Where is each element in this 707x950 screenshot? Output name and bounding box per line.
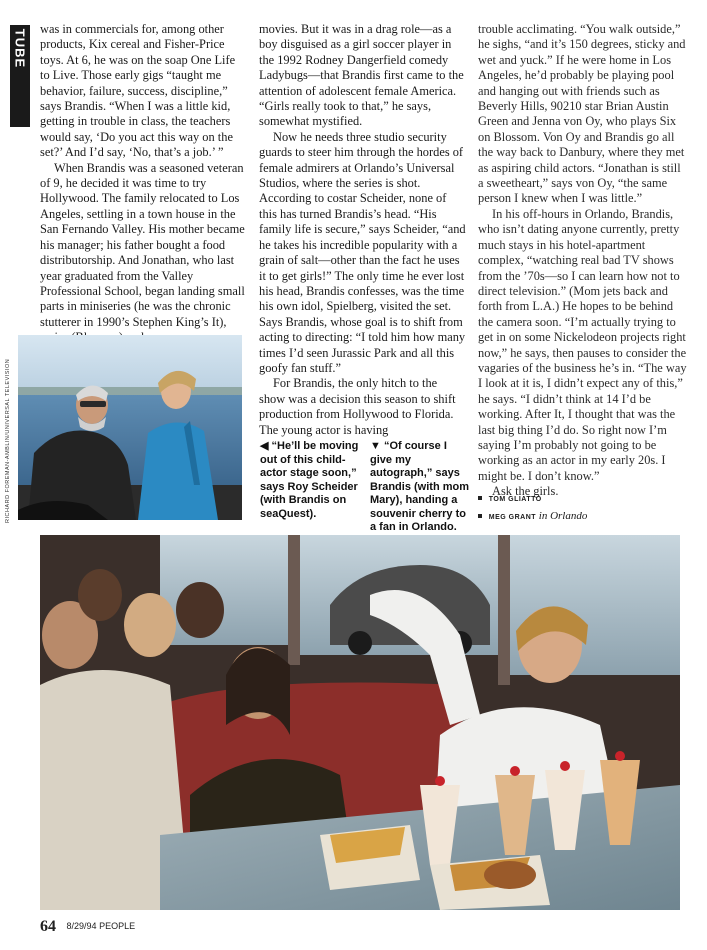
paragraph: In his off-hours in Orlando, Brandis, who isn’t dating anyone currently, pretty much stays in his hotel-apartment complex, “watching real bad TV shows from the ’70s—so I can learn how not to direct television.” (Mom jets back and forth from L.A.) He hopes to be behind the camera soon. “I’m actually trying to get in on some Nickelodeon projects right now,” he says, then pauses to consider the vagaries of the business he’s in. “The way I look at it is, I didn’t expect any of this,” he says. “I didn’t think at 14 I’d be working. After It, I thought that was the last big thing I’d do. So right now I’m saying I’m probably not going to be working as an actor in my early 20s. I might be. I don’t know.” bbox=[478, 206, 687, 483]
section-tab bbox=[10, 25, 30, 127]
byline-location: in Orlando bbox=[538, 510, 588, 522]
paragraph: movies. But it was in a drag role—as a boy disguised as a girl soccer player in the 1992 Rodney Dangerfield comedy Ladybugs—that Brandis first came to the attention of adolescent female America. “Girls really took to that,” he says, somewhat mystified. bbox=[259, 22, 464, 129]
caption-text: ◀ “He’ll be moving out of this child-actor stage soon,” says Roy Scheider (with Brandis on seaQuest). bbox=[260, 440, 359, 520]
photo-illustration bbox=[40, 535, 680, 910]
byline-2 bbox=[478, 508, 688, 526]
paragraph: trouble acclimating. “You walk outside,” he sighs, “and it’s 150 degrees, sticky and wet and yuck.” If he were home in Los Angeles, he’d probably be playing pool and hanging out with friends such as Beverly Hills, 90210 star Brian Austin Green and Jenna von Oy, who plays Six on Blossom. Von Oy and Brandis go all the way back to Danbury, where they met as aspiring child actors. “Jonathan is still a sweetheart,” says von Oy, “the same person I knew when I was little.” bbox=[478, 22, 686, 206]
paragraph: Ask the girls. bbox=[492, 484, 559, 499]
page-number: 64 bbox=[40, 918, 56, 935]
photo-credit-text: RICHARD FOREMAN-AMBLIN/UNIVERSAL TELEVISION bbox=[5, 358, 11, 523]
article-column-3 bbox=[478, 22, 688, 500]
byline-name: MEG GRANT bbox=[488, 514, 537, 521]
paragraph: was in commercials for, among other products, Kix cereal and Fisher-Price toys. At 6, he was on the soap One Life to Live. Those early gigs “taught me behavior, failure, success, discipline,” says Brandis. “When I was a little kid, getting in trouble in class, the teachers would say, ‘Do you act this way on the set?’ And I’d say, ‘No, that’s a job.’ ” bbox=[40, 22, 236, 160]
paragraph: Now he needs three studio security guards to steer him through the hordes of female admirers at Orlando’s Universal Studios, where the series is shot. According to costar Scheider, none of this has turned Brandis’s head. “His family life is secure,” says Scheider, “and he takes his incredible popularity with a grain of salt—other than the fact he uses it to get girls!” The only time he ever lost his head, Brandis confesses, was the time his own idol, Spielberg, visited the set. Says Brandis, whose goal is to shift from acting to directing: “I told him how many times I’d seen Jurassic Park and all this goofy fan stuff.” bbox=[259, 129, 466, 375]
caption-text: ▼ “Of course I give my autograph,” says Brandis (with mom Mary), handing a souvenir cherry to a fan in Orlando. bbox=[370, 440, 470, 533]
photo-illustration bbox=[18, 335, 242, 520]
byline-name: TOM GLIATTO bbox=[488, 496, 542, 503]
page-folio bbox=[40, 918, 135, 936]
issue-date: 8/29/94 bbox=[66, 921, 97, 931]
photo-credit bbox=[1, 335, 13, 525]
paragraph: For Brandis, the only hitch to the show was a decision this season to shift production from Hollywood to Florida. The young actor is having bbox=[259, 376, 456, 437]
paragraph: When Brandis was a seasoned veteran of 9, he decided it was time to try Hollywood. The family relocated to Los Angeles, settling in a town house in the San Fernando Valley. His mother became his manager; his father bought a food distributorship. And Jonathan, who last year graduated from the Valley Professional School, began landing small parts in miniseries (he was the chronic stutterer in 1990’s Stephen King’s It), bbox=[40, 160, 245, 329]
caption-left bbox=[260, 440, 360, 521]
bullet-square-icon bbox=[478, 514, 482, 518]
photo-scheider-brandis bbox=[18, 335, 242, 520]
bylines bbox=[478, 490, 688, 526]
article-column-1 bbox=[40, 22, 246, 346]
article-column-2 bbox=[259, 22, 466, 438]
caption-right bbox=[370, 440, 470, 535]
section-label: TUBE bbox=[12, 28, 28, 69]
bullet-square-icon bbox=[478, 496, 482, 500]
byline-1 bbox=[478, 490, 688, 508]
photo-diner-fans bbox=[40, 535, 680, 910]
magazine-name: PEOPLE bbox=[99, 921, 136, 931]
